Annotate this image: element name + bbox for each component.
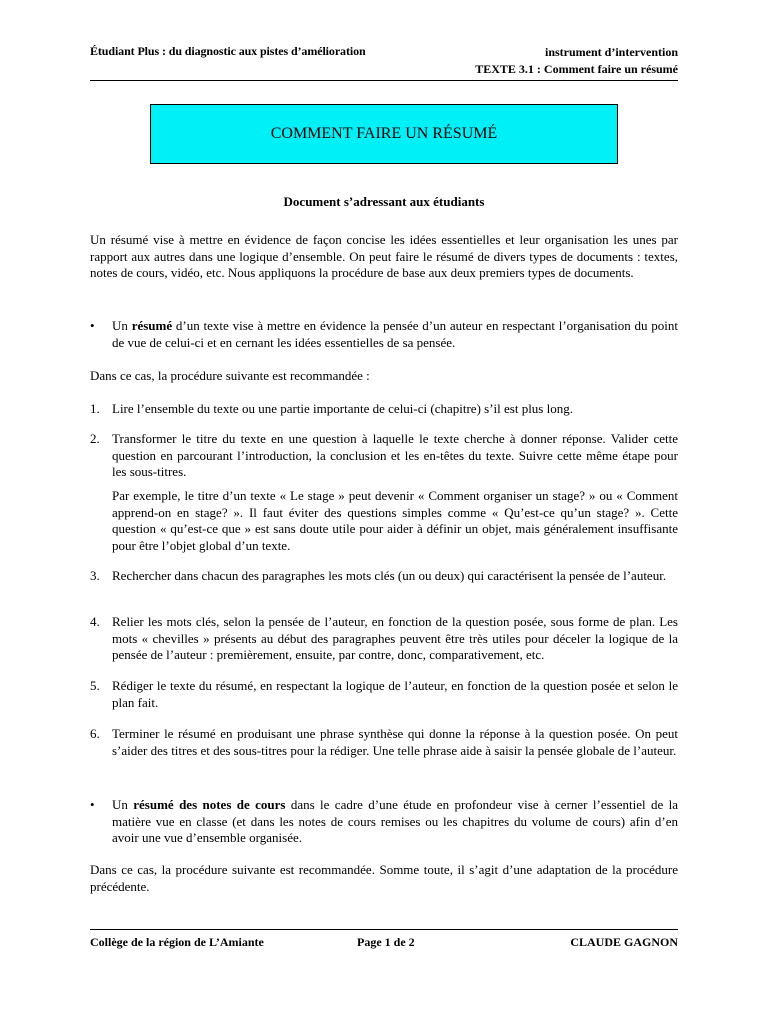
subtitle: Document s’adressant aux étudiants <box>283 194 485 209</box>
step-text: Relier les mots clés, selon la pensée de l’auteur, en fonction de la question posée, sous forme de plan. Les mots « chevilles » présents au début des paragraphes peuvent être très utiles pour déceler la logique de la pensée de l’auteur : premièrement, ensuite, par contre, donc, comparativement, etc. <box>112 614 678 662</box>
bullet-resume-notes <box>90 797 678 847</box>
intro-paragraph: Un résumé vise à mettre en évidence de façon concise les idées essentielles et leur organisation les unes par rapport aux autres dans une logique d’ensemble. On peut faire le résumé de divers types de documents : textes, notes de cours, vidéo, etc. Nous appliquons la procédure de base aux deux premiers types de documents. <box>90 232 678 280</box>
step-text: Lire l’ensemble du texte ou une partie importante de celui-ci (chapitre) s’il est plus long. <box>112 401 573 416</box>
step-text: Transformer le titre du texte en une question à laquelle le texte cherche à donner réponse. Valider cette question en parcourant l’introduction, la conclusion et les en-têtes du texte. Suivre cette même étape pour les sous-titres. <box>112 431 678 479</box>
title-box <box>150 104 618 164</box>
step-number: 1. <box>90 401 100 416</box>
step-number: 2. <box>90 431 100 446</box>
step-number: 4. <box>90 614 100 629</box>
bullet-text: Un résumé d’un texte vise à mettre en évidence la pensée d’un auteur en respectant l’organisation du point de vue de celui-ci et en cernant les idées essentielles de sa pensée. <box>112 318 679 350</box>
step-1 <box>90 401 678 418</box>
bullet-marker: • <box>90 318 95 333</box>
bullet-resume-texte <box>90 318 678 351</box>
footer-author: CLAUDE GAGNON <box>570 935 678 949</box>
step-2 <box>90 431 678 481</box>
footer-institution: Collège de la région de L’Amiante <box>90 935 264 949</box>
step-3 <box>90 568 678 585</box>
step-text: Rédiger le texte du résumé, en respectant la logique de l’auteur, en fonction de la question posée et selon le plan fait. <box>112 678 678 710</box>
bold-term: résumé <box>131 318 173 333</box>
step-number: 3. <box>90 568 100 583</box>
header-divider <box>90 80 678 81</box>
header-right-line2: TEXTE 3.1 : Comment faire un résumé <box>475 62 678 76</box>
step-number: 5. <box>90 678 100 693</box>
example-text: Par exemple, le titre d’un texte « Le stage » peut devenir « Comment organiser un stage? » ou « Comment apprend-on en stage? ». Il faut éviter des questions simples comme « Qu’est-ce qu’un stage? ». Cette question « qu’est-ce que » est sans doute utile pour aider à définir un objet, mais généralement insuffisante pour être l’objet global d’un texte. <box>112 488 678 553</box>
footer-page-number: Page 1 de 2 <box>357 935 415 949</box>
header-right-line1: instrument d’intervention <box>545 45 678 59</box>
step-5 <box>90 678 678 711</box>
step-text: Terminer le résumé en produisant une phrase synthèse qui donne la réponse à la question posée. On peut s’aider des titres et des sous-titres pour la rédiger. Une telle phrase aide à saisir la pensée globale de l’auteur. <box>112 726 678 758</box>
step-number: 6. <box>90 726 100 741</box>
footer-divider <box>90 929 678 930</box>
closing-paragraph: Dans ce cas, la procédure suivante est recommandée. Somme toute, il s’agit d’une adaptation de la procédure précédente. <box>90 862 678 894</box>
header-right <box>475 44 678 78</box>
page-title: COMMENT FAIRE UN RÉSUMÉ <box>270 125 498 142</box>
bullet-marker: • <box>90 797 95 812</box>
header-left-title: Étudiant Plus : du diagnostic aux pistes d’amélioration <box>90 44 366 58</box>
procedure-intro: Dans ce cas, la procédure suivante est recommandée : <box>90 368 370 383</box>
step-6 <box>90 726 678 759</box>
step-2-example <box>90 488 678 554</box>
step-text: Rechercher dans chacun des paragraphes les mots clés (un ou deux) qui caractérisent la pensée de l’auteur. <box>112 568 667 583</box>
step-4 <box>90 614 678 664</box>
bold-term: résumé des notes de cours <box>133 797 286 812</box>
bullet-text: Un résumé des notes de cours dans le cadre d’une étude en profondeur vise à cerner l’essentiel de la matière vue en classe (et dans les notes de cours remises ou les chapitres du volume de cours) afin d’en avoir une vue d’ensemble organisée. <box>112 797 678 845</box>
